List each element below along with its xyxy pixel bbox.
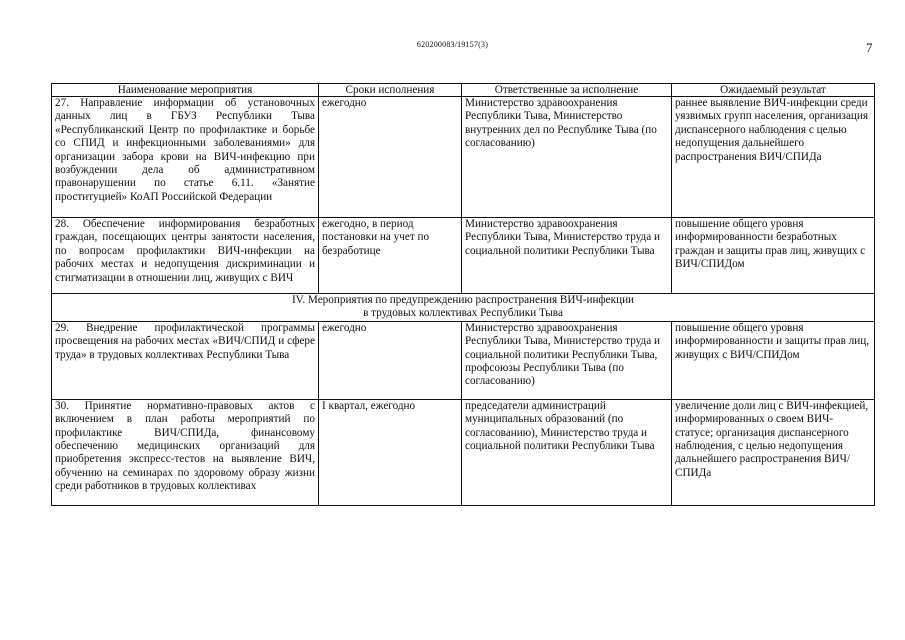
section-heading bbox=[52, 294, 875, 322]
section-row bbox=[52, 294, 875, 322]
table-row bbox=[52, 218, 875, 294]
deadline-cell: I квартал, ежегодно bbox=[319, 399, 462, 505]
responsible-cell: председатели администраций муниципальных образований (по согласованию), Министерство труда и социальной политики Республики Тыва bbox=[462, 399, 672, 505]
table-row bbox=[52, 321, 875, 399]
column-header-result: Ожидаемый результат bbox=[672, 84, 875, 97]
section-heading-line-1: IV. Мероприятия по предупреждению распространения ВИЧ-инфекции bbox=[291, 294, 635, 306]
result-cell: раннее выявление ВИЧ-инфекции среди уязвимых групп населения, организация диспансерного наблюдения с целью недопущения дальнейшего распространения ВИЧ/СПИДа bbox=[672, 97, 875, 218]
responsible-cell: Министерство здравоохранения Республики Тыва, Министерство труда и социальной политики Республики Тыва bbox=[462, 218, 672, 294]
result-cell: повышение общего уровня информированности безработных граждан и защиты прав лиц, живущих с ВИЧ/СПИДом bbox=[672, 218, 875, 294]
responsible-cell: Министерство здравоохранения Республики Тыва, Министерство внутренних дел по Республике Тыва (по согласованию) bbox=[462, 97, 672, 218]
result-cell: увеличение доли лиц с ВИЧ-инфекцией, информированных о своем ВИЧ-статусе; организация диспансерного наблюдения, с целью недопущения дальнейшего распространения ВИЧ/СПИДа bbox=[672, 399, 875, 505]
table-header-row bbox=[52, 84, 875, 97]
document-id: 620200083/19157(3) bbox=[416, 40, 489, 49]
measure-cell: 30. Принятие нормативно-правовых актов с включением в план работы мероприятий по профилактике ВИЧ/СПИДа, финансовому обеспечению медицинских организаций для приобретения экспресс-тестов на выявление ВИЧ, обучению на семинарах по здоровому образу жизни среди работников в трудовых коллективах bbox=[52, 399, 319, 505]
deadline-cell: ежегодно, в период постановки на учет по безработице bbox=[319, 218, 462, 294]
measure-cell: 28. Обеспечение информирования безработных граждан, посещающих центры занятости населения, по вопросам профилактики ВИЧ-инфекции на рабочих местах и недопущения дискриминации и стигматизации в отношении лиц, живущих с ВИЧ bbox=[52, 218, 319, 294]
column-header-deadline: Сроки исполнения bbox=[319, 84, 462, 97]
result-cell: повышение общего уровня информированности и защиты прав лиц, живущих с ВИЧ/СПИДом bbox=[672, 321, 875, 399]
measure-cell: 29. Внедрение профилактической программы просвещения на рабочих местах «ВИЧ/СПИД и сфере труда» в трудовых коллективах Республики Тыва bbox=[52, 321, 319, 399]
column-header-measure: Наименование мероприятия bbox=[52, 84, 319, 97]
section-heading-line-2: в трудовых коллективах Республики Тыва bbox=[363, 307, 563, 320]
responsible-cell: Министерство здравоохранения Республики Тыва, Министерство труда и социальной политики Республики Тыва, профсоюзы Республики Тыва (по согласованию) bbox=[462, 321, 672, 399]
table-row bbox=[52, 97, 875, 218]
deadline-cell: ежегодно bbox=[319, 321, 462, 399]
measure-cell: 27. Направление информации об установочных данных лиц в ГБУЗ Республики Тыва «Республиканский Центр по профилактике и борьбе со СПИД и инфекционными заболеваниями» для организации забора крови на ВИЧ-инфекцию при возбуждении дела об административном правонарушении по статье 6.11. «Занятие проституцией» КоАП Российской Федерации bbox=[52, 97, 319, 218]
table-row bbox=[52, 399, 875, 505]
page-number: 7 bbox=[866, 40, 873, 55]
measures-table bbox=[51, 83, 875, 506]
deadline-cell: ежегодно bbox=[319, 97, 462, 218]
column-header-responsible: Ответственные за исполнение bbox=[462, 84, 672, 97]
